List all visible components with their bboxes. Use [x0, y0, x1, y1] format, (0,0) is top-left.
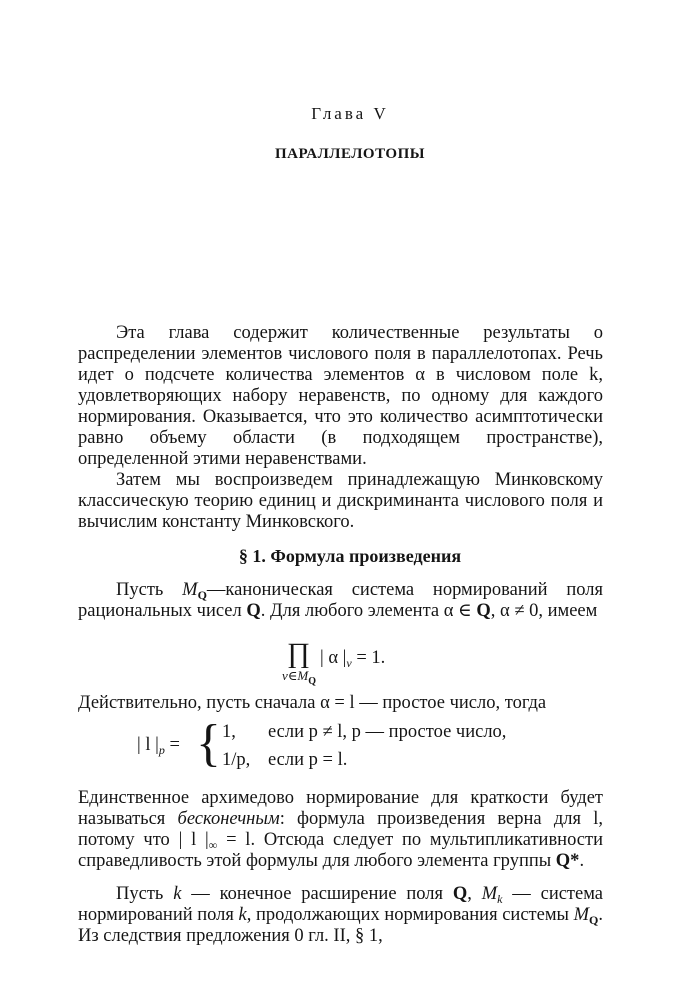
case-2-condition: если p = l. — [268, 750, 348, 770]
chapter-label: Глава V — [311, 104, 389, 123]
case-2-value: 1/p, — [222, 750, 251, 770]
section-paragraph-1: Пусть $M_Q—каноническая$ система нормирований поля рациональных чисел Q. Для любого элемента α ∈ Q, α ≠ 0, имеем — [78, 580, 603, 621]
piecewise-lhs: | l $|_p$ = — [137, 735, 180, 757]
product-body: | α $|_v = 1$. — [320, 648, 386, 670]
intro-paragraph-2: Затем мы воспроизведем принадлежащую Минковскому классическую теорию единиц и дискриминанта числового поля и вычислим константу Минковского. — [78, 470, 603, 532]
case-1-condition: если p ≠ l, p — простое число, — [268, 722, 507, 742]
left-brace: { — [196, 715, 221, 772]
section-paragraph-4: Пусть k — конечное расширение поля Q, $M_k$ — система нормирований поля k, продолжающих нормирования системы $M_Q$. Из следствия предложения 0 гл. II, § 1, — [78, 884, 604, 946]
product-index: $v\in M_Q$ — [282, 668, 317, 687]
intro-paragraph-1: Эта глава содержит количественные результаты о распределении элементов числового поля в параллелотопах. Речь идет о подсчете количества элементов α в числовом поле k, удовлетворяющих набору неравенств, по одному для каждого нормирования. Оказывается, что это количество асимптотически равно объему области (в подходящем пространстве), определенной этими неравенствами. — [78, 323, 603, 469]
section-paragraph-3: Единственное архимедово нормирование для краткости будет называться бесконечным: формула произведения верна для l, потому что | l $|_\infty = l$. Отсюда следует по мультипликативности справедливость этой формулы для любого элемента группы Q*. — [78, 788, 603, 871]
section-paragraph-2: Действительно, пусть сначала α = l — простое число, тогда — [78, 693, 547, 713]
product-symbol: ∏ — [287, 638, 311, 669]
chapter-title: ПАРАЛЛЕЛОТОПЫ — [275, 146, 425, 162]
case-1-value: 1, — [222, 722, 236, 742]
section-title: § 1. Формула произведения — [238, 546, 462, 566]
